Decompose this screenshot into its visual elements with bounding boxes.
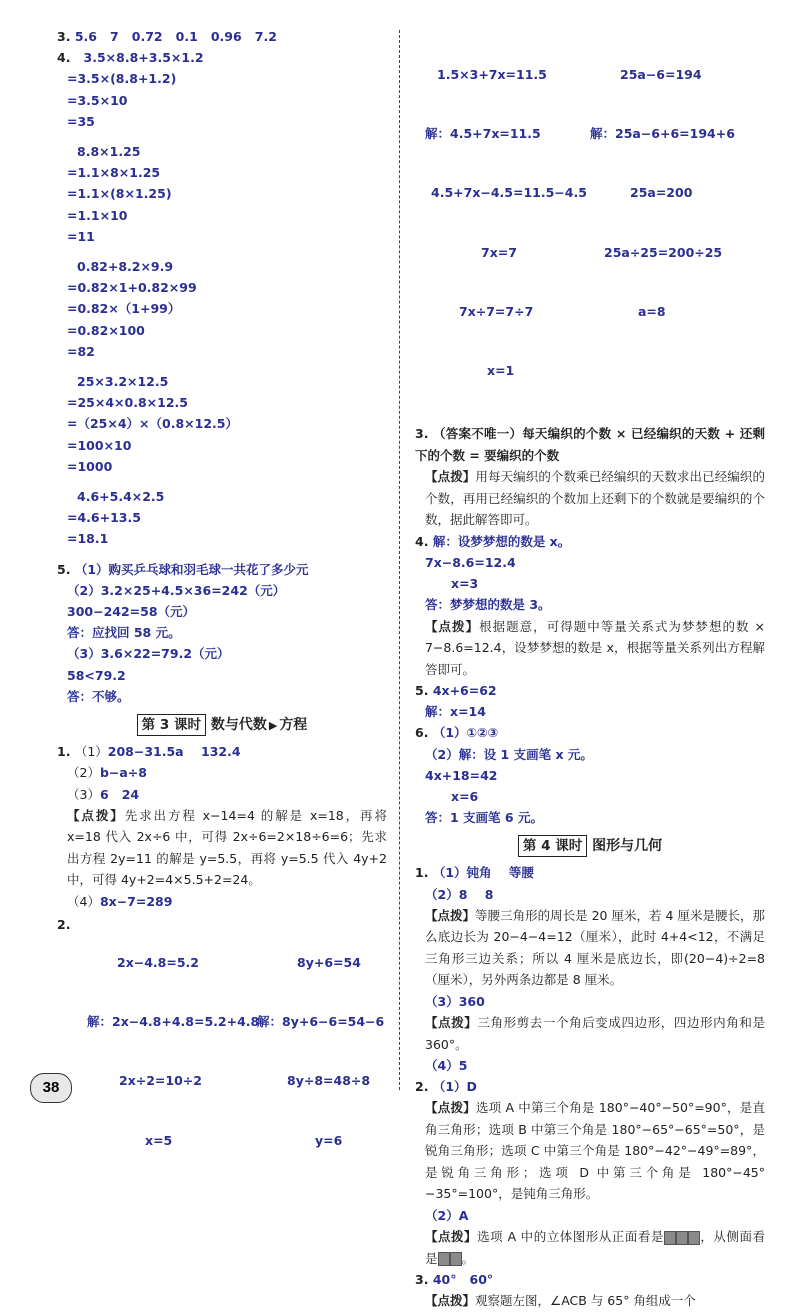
q4-line4: =35 [67, 113, 95, 129]
r-q6-line: 答：1 支画笔 6 元。 [425, 810, 543, 826]
spacer [57, 362, 387, 371]
right-column [415, 26, 765, 1312]
q4-line2: =3.5×(8.8+1.2) [67, 71, 177, 87]
lesson-badge: 第 4 课时 [518, 835, 587, 857]
solution-line: 2x−4.8=5.2 [117, 954, 199, 970]
r-q4-line: 答：梦梦想的数是 3。 [425, 597, 551, 613]
q5-line: 答：应找回 58 元。 [67, 625, 181, 641]
q4b-line: =1.1×(8×1.25) [67, 186, 172, 202]
spacer [57, 550, 387, 559]
spacer [57, 477, 387, 486]
q5-line: 300−242=58（元） [67, 604, 196, 620]
q5-line: （3）3.6×22=79.2（元） [67, 646, 230, 662]
g1-a2: （2）8 8 [425, 886, 494, 902]
solution-line: 解：2x−4.8+4.8=5.2+4.8 [87, 1014, 260, 1030]
solution-line: x=5 [145, 1132, 173, 1148]
g2-a1: 2. （1）D [415, 1079, 477, 1095]
solution-line: a=8 [638, 303, 666, 319]
top-right-solution [590, 26, 735, 419]
q5-line1: 5. （1）购买乒乓球和羽毛球一共花了多少元 [57, 561, 309, 577]
q3-answer: 3. 5.6 7 0.72 0.1 0.96 7.2 [57, 29, 277, 44]
q4-line1: 4. 3.5×8.8+3.5×1.2 [57, 50, 204, 66]
q4e-line: =18.1 [67, 531, 109, 547]
g1-a3: （3）360 [425, 993, 485, 1009]
r-q6-line1: 6. （1）①②③ [415, 725, 499, 741]
arrow-icon: ▶ [268, 719, 278, 733]
solution-line: 4.5+7x−4.5=11.5−4.5 [431, 185, 587, 201]
spacer [57, 247, 387, 256]
g2-tip1: 【点拨】选项 A 中第三个角是 180°−40°−50°=90°，是直角三角形；选项 B 中第三个角是 180°−65°−65°=50°，是锐角三角形；选项 C 中第三个角是 180°−42°−49°=89°，是锐角三角形；选项 D 中第三个角是 180°−45°−35°=100°，是钝角三角形。 [425, 1100, 765, 1202]
g2-tip2: 【点拨】选项 A 中的立体图形从正面看是 ，从侧面看是 。 [425, 1229, 765, 1266]
r-q6-line: 4x+18=42 [425, 767, 498, 783]
solution-line: 7x=7 [481, 244, 517, 260]
q5-line: 答：不够。 [67, 688, 130, 704]
section-heading-lesson4 [415, 834, 765, 858]
r-q6-line: x=6 [451, 789, 479, 805]
side-view-cube-icon [450, 1252, 462, 1266]
solution-line: 25a÷25=200÷25 [604, 244, 723, 260]
s3q1-a1: 1. （1）208−31.5a 132.4 [57, 744, 241, 760]
s3q1-a4: （4）8x−7=289 [67, 893, 173, 909]
s3q2-left-solution [87, 914, 260, 1189]
q4d-line: =100×10 [67, 437, 132, 453]
r-q6-line: （2）解：设 1 支画笔 x 元。 [425, 746, 593, 762]
left-column [57, 26, 387, 1189]
front-view-cube-icon [676, 1231, 688, 1245]
solution-line: x=1 [487, 363, 515, 379]
solution-line: 7x÷7=7÷7 [459, 303, 534, 319]
q4d-line: =25×4×0.8×12.5 [67, 395, 188, 411]
q4b-line: =11 [67, 228, 95, 244]
lesson-badge: 第 3 课时 [137, 714, 206, 736]
question-number: 2. [57, 916, 71, 932]
solution-line: 8y÷8=48÷8 [287, 1073, 371, 1089]
column-divider [399, 30, 400, 1090]
s3q2-solutions [57, 914, 387, 1189]
solution-line: 解：4.5+7x=11.5 [425, 126, 541, 142]
page-number: 38 [30, 1073, 72, 1103]
s3q1-a2: （2）b−a÷8 [67, 765, 147, 781]
section-heading-lesson3 [57, 713, 387, 737]
solution-line: 1.5×3+7x=11.5 [437, 67, 547, 82]
q4c-line: =0.82×1+0.82×99 [67, 280, 197, 296]
r-q4-tip: 【点拨】根据题意，可得题中等量关系式为梦梦想的数 × 7−8.6=12.4，设梦梦想的数是 x，根据等量关系列出方程解答即可。 [425, 618, 765, 677]
r-q5-line1: 5. 4x+6=62 [415, 683, 497, 699]
g1-a4: （4）5 [425, 1058, 468, 1074]
r-q5-line: 解：x=14 [425, 704, 486, 720]
solution-line: y=6 [315, 1132, 343, 1148]
q4c-line: 0.82+8.2×9.9 [77, 259, 174, 275]
q4e-line: 4.6+5.4×2.5 [77, 489, 165, 505]
solution-line: 8y+6=54 [297, 954, 361, 970]
q4-line3: =3.5×10 [67, 92, 128, 108]
q4d-line: =1000 [67, 458, 113, 474]
q5-line: 58<79.2 [67, 667, 126, 683]
q4b-line: =1.1×8×1.25 [67, 165, 161, 181]
q4e-line: =4.6+13.5 [67, 510, 141, 526]
q5-line: （2）3.2×25+4.5×36=242（元） [67, 582, 286, 598]
g2-a2: （2）A [425, 1207, 469, 1223]
q4b-line: 8.8×1.25 [77, 144, 141, 160]
solution-line: 解：8y+6−6=54−6 [257, 1014, 385, 1030]
q4d-line: 25×3.2×12.5 [77, 374, 169, 390]
solution-line: 25a−6=194 [620, 67, 702, 82]
g3-answer: 3. 40° 60° [415, 1272, 494, 1288]
r-q4-line1: 4. 解：设梦梦想的数是 x。 [415, 533, 571, 549]
g1-a1: 1. （1）钝角 等腰 [415, 865, 534, 881]
s3q1-tip: 【点拨】先求出方程 x−14=4 的解是 x=18，再将 x=18 代入 2x÷6 中，可得 2x÷6=2×18÷6=6；先求出方程 2y=11 的解是 y=5.5，再将 y=5.5 代入 4y+2 中，可得 4y+2=4×5.5+2=24。 [67, 807, 387, 888]
section-title: 数与代数 [210, 717, 267, 734]
g3-tip: 【点拨】观察题左图，∠ACB 与 65° 角组成一个 [425, 1293, 696, 1309]
q4d-line: =（25×4）×（0.8×12.5） [67, 416, 238, 432]
side-view-cube-icon [438, 1252, 450, 1266]
q4c-line: =0.82×（1+99） [67, 301, 181, 317]
front-view-cube-icon [664, 1231, 676, 1245]
front-view-cube-icon [688, 1231, 700, 1245]
s3q2-right-solution [257, 914, 384, 1189]
top-left-solution [415, 26, 590, 419]
q4c-line: =82 [67, 343, 95, 359]
g1-tip3: 【点拨】三角形剪去一个角后变成四边形，四边形内角和是 360°。 [425, 1015, 765, 1052]
r-q3-tip: 【点拨】用每天编织的个数乘已经编织的天数求出已经编织的个数，再用已经编织的个数加上还剩下的个数就是要编织的个数，据此解答即可。 [425, 469, 765, 528]
q4c-line: =0.82×100 [67, 322, 145, 338]
g1-tip1: 【点拨】等腰三角形的周长是 20 厘米，若 4 厘米是腰长，那么底边长为 20−4−4=12（厘米），此时 4+4<12，不满足三角形三边关系；所以 4 厘米是底边长，即(20−4)÷2=8（厘米），另外两条边都是 8 厘米。 [425, 907, 765, 988]
s3q1-a3: （3）6 24 [67, 786, 140, 802]
section-title: 图形与几何 [592, 838, 663, 855]
r-q4-line: 7x−8.6=12.4 [425, 554, 516, 570]
section-subtitle: 方程 [279, 717, 308, 734]
solution-line: 25a=200 [630, 185, 693, 201]
q4b-line: =1.1×10 [67, 207, 128, 223]
solution-line: 解：25a−6+6=194+6 [590, 126, 735, 142]
spacer [57, 132, 387, 141]
solution-line: 2x÷2=10÷2 [119, 1073, 202, 1089]
r-q3-answer: 3. （答案不唯一）每天编织的个数 × 已经编织的天数 + 还剩下的个数 = 要编织的个数 [415, 426, 765, 463]
top-solutions [415, 26, 765, 419]
r-q4-line: x=3 [451, 576, 479, 592]
